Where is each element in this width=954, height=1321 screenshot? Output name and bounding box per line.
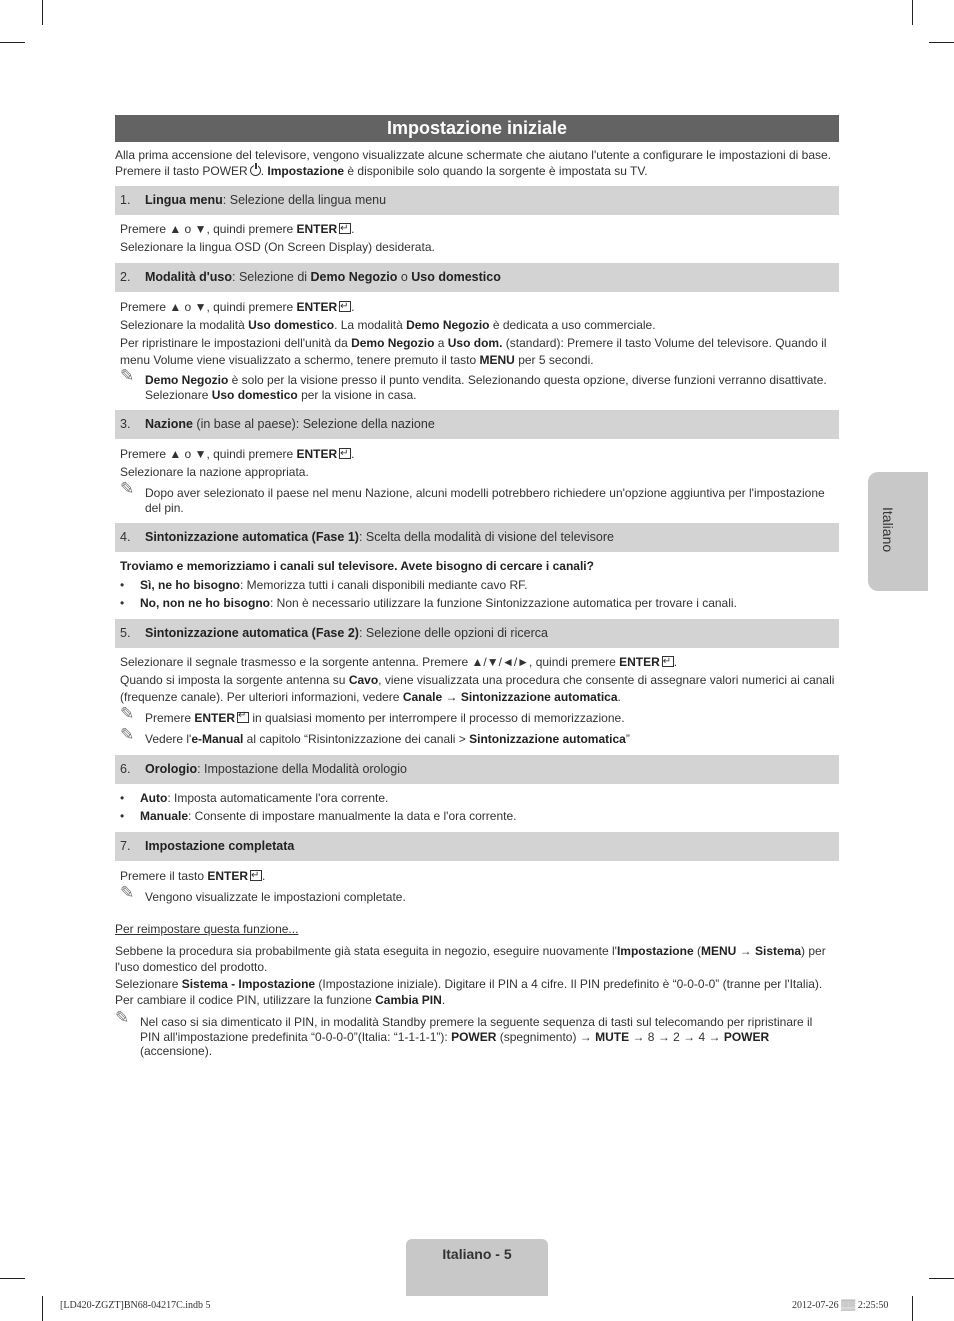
list-item: • Auto: Imposta automaticamente l'ora corrente.	[120, 791, 389, 805]
page-number: Italiano - 5	[406, 1239, 548, 1296]
footer-right: 2012-07-26 ▒▒ 2:25:50	[792, 1300, 889, 1311]
section-header-4: 4. Sintonizzazione automatica (Fase 1): Scelta della modalità di visione del televisore	[115, 523, 839, 552]
note-pencil-icon: ✎	[120, 725, 135, 744]
list-item: • Sì, ne ho bisogno: Memorizza tutti i canali disponibili mediante cavo RF.	[120, 578, 528, 592]
note: ✎ Nel caso si sia dimenticato il PIN, in modalità Standby premere la seguente sequenza di tasti sul telecomando per ripristinare il PIN all'impostazione predefinita “0-0-0-0”(Italia: “1-1-1-1”): POWER (spegnimento) → MUTE → 8 → 2 → 4 → POWER (accensione).	[115, 1008, 813, 1058]
crop-mark	[42, 0, 43, 25]
instruction-line: Quando si imposta la sorgente antenna su Cavo, viene visualizzata una procedura che consente di assegnare valori numerici ai canali (frequenze canale). Per ulteriori informazioni, vedere Canale → Sintonizzazione automatica.	[120, 673, 835, 704]
crop-mark	[929, 42, 954, 43]
crop-mark	[912, 0, 913, 25]
note: ✎ Premere ENTER↵ in qualsiasi momento per interrompere il processo di memorizzazione.	[120, 711, 835, 726]
instruction-line: Premere il tasto ENTER↵ .	[120, 868, 838, 885]
section-header-7: 7. Impostazione completata	[115, 832, 839, 861]
note-pencil-icon: ✎	[115, 1008, 130, 1027]
enter-icon	[339, 301, 351, 312]
enter-icon	[237, 712, 249, 723]
reset-heading: Per reimpostare questa funzione...	[115, 922, 299, 936]
enter-icon	[662, 656, 674, 667]
question: Troviamo e memorizziamo i canali sul televisore. Avete bisogno di cercare i canali?	[120, 559, 594, 573]
power-icon	[250, 165, 261, 176]
section-header-6: 6. Orologio: Impostazione della Modalità orologio	[115, 755, 839, 784]
note: ✎ Vedere l'e-Manual al capitolo “Risintonizzazione dei canali > Sintonizzazione automatica”	[120, 725, 630, 746]
note-pencil-icon: ✎	[120, 883, 135, 902]
enter-icon	[250, 870, 262, 881]
note-pencil-icon: ✎	[120, 479, 135, 498]
instruction-line: Selezionare il segnale trasmesso e la sorgente antenna. Premere ▲/▼/◄/►, quindi premere ENTER↵ .	[120, 654, 838, 671]
intro-paragraph: Alla prima accensione del televisore, vengono visualizzate alcune schermate che aiutano l'utente a configurare le impostazioni di base. Premere il tasto POWER . Impostazione è disponibile solo quando la sorgente è impostata su TV.	[115, 148, 832, 178]
list-item: • Manuale: Consente di impostare manualmente la data e l'ora corrente.	[120, 809, 517, 823]
side-tab-label: Italiano	[880, 507, 896, 553]
note-pencil-icon: ✎	[120, 704, 135, 723]
reset-paragraph: Selezionare Sistema - Impostazione (Impostazione iniziale). Digitare il PIN a 4 cifre. Il PIN predefinito è “0-0-0-0” (tranne per l'Italia). Per cambiare il codice PIN, utilizzare la funzione Cambia PIN.	[115, 977, 823, 1007]
crop-mark	[929, 1278, 954, 1279]
instruction-line: Selezionare la modalità Uso domestico. La modalità Demo Negozio è dedicata a uso commerciale.	[120, 318, 656, 332]
instruction-line: Selezionare la lingua OSD (On Screen Display) desiderata.	[120, 240, 435, 254]
instruction-line: Premere ▲ o ▼, quindi premere ENTER↵ .	[120, 299, 838, 316]
enter-icon	[339, 448, 351, 459]
section-header-1: 1. Lingua menu: Selezione della lingua menu	[115, 186, 839, 215]
section-header-2: 2. Modalità d'uso: Selezione di Demo Negozio o Uso domestico	[115, 263, 839, 292]
footer-left: [LD420-ZGZT]BN68-04217C.indb 5	[60, 1300, 211, 1311]
section-header-5: 5. Sintonizzazione automatica (Fase 2): Selezione delle opzioni di ricerca	[115, 619, 839, 648]
page-title: Impostazione iniziale	[115, 115, 839, 142]
list-item: • No, non ne ho bisogno: Non è necessario utilizzare la funzione Sintonizzazione automatica per trovare i canali.	[120, 596, 737, 610]
crop-mark	[0, 42, 25, 43]
note: ✎ Vengono visualizzate le impostazioni completate.	[120, 883, 406, 904]
reset-paragraph: Sebbene la procedura sia probabilmente già stata eseguita in negozio, eseguire nuovamente l'Impostazione (MENU → Sistema) per l'uso domestico del prodotto.	[115, 944, 826, 974]
enter-icon	[339, 223, 351, 234]
note: ✎ Dopo aver selezionato il paese nel menu Nazione, alcuni modelli potrebbero richiedere un'opzione aggiuntiva per l'impostazione del pin.	[120, 479, 825, 515]
instruction-line: Per ripristinare le impostazioni dell'unità da Demo Negozio a Uso dom. (standard): Premere il tasto Volume del televisore. Quando il menu Volume viene visualizzato a schermo, tenere premuto il tasto MENU per 5 secondi.	[120, 336, 827, 367]
crop-mark	[0, 1278, 25, 1279]
instruction-line: Premere ▲ o ▼, quindi premere ENTER↵ .	[120, 221, 838, 238]
instruction-line: Premere ▲ o ▼, quindi premere ENTER↵ .	[120, 446, 838, 463]
instruction-line: Selezionare la nazione appropriata.	[120, 465, 309, 479]
section-header-3: 3. Nazione (in base al paese): Selezione della nazione	[115, 410, 839, 439]
note-pencil-icon: ✎	[120, 366, 135, 385]
crop-mark	[912, 1296, 913, 1321]
crop-mark	[42, 1296, 43, 1321]
note: ✎ Demo Negozio è solo per la visione presso il punto vendita. Selezionando questa opzione, diverse funzioni verranno disattivate. Selezionare Uso domestico per la visione in casa.	[120, 366, 827, 402]
language-side-tab	[868, 472, 928, 591]
